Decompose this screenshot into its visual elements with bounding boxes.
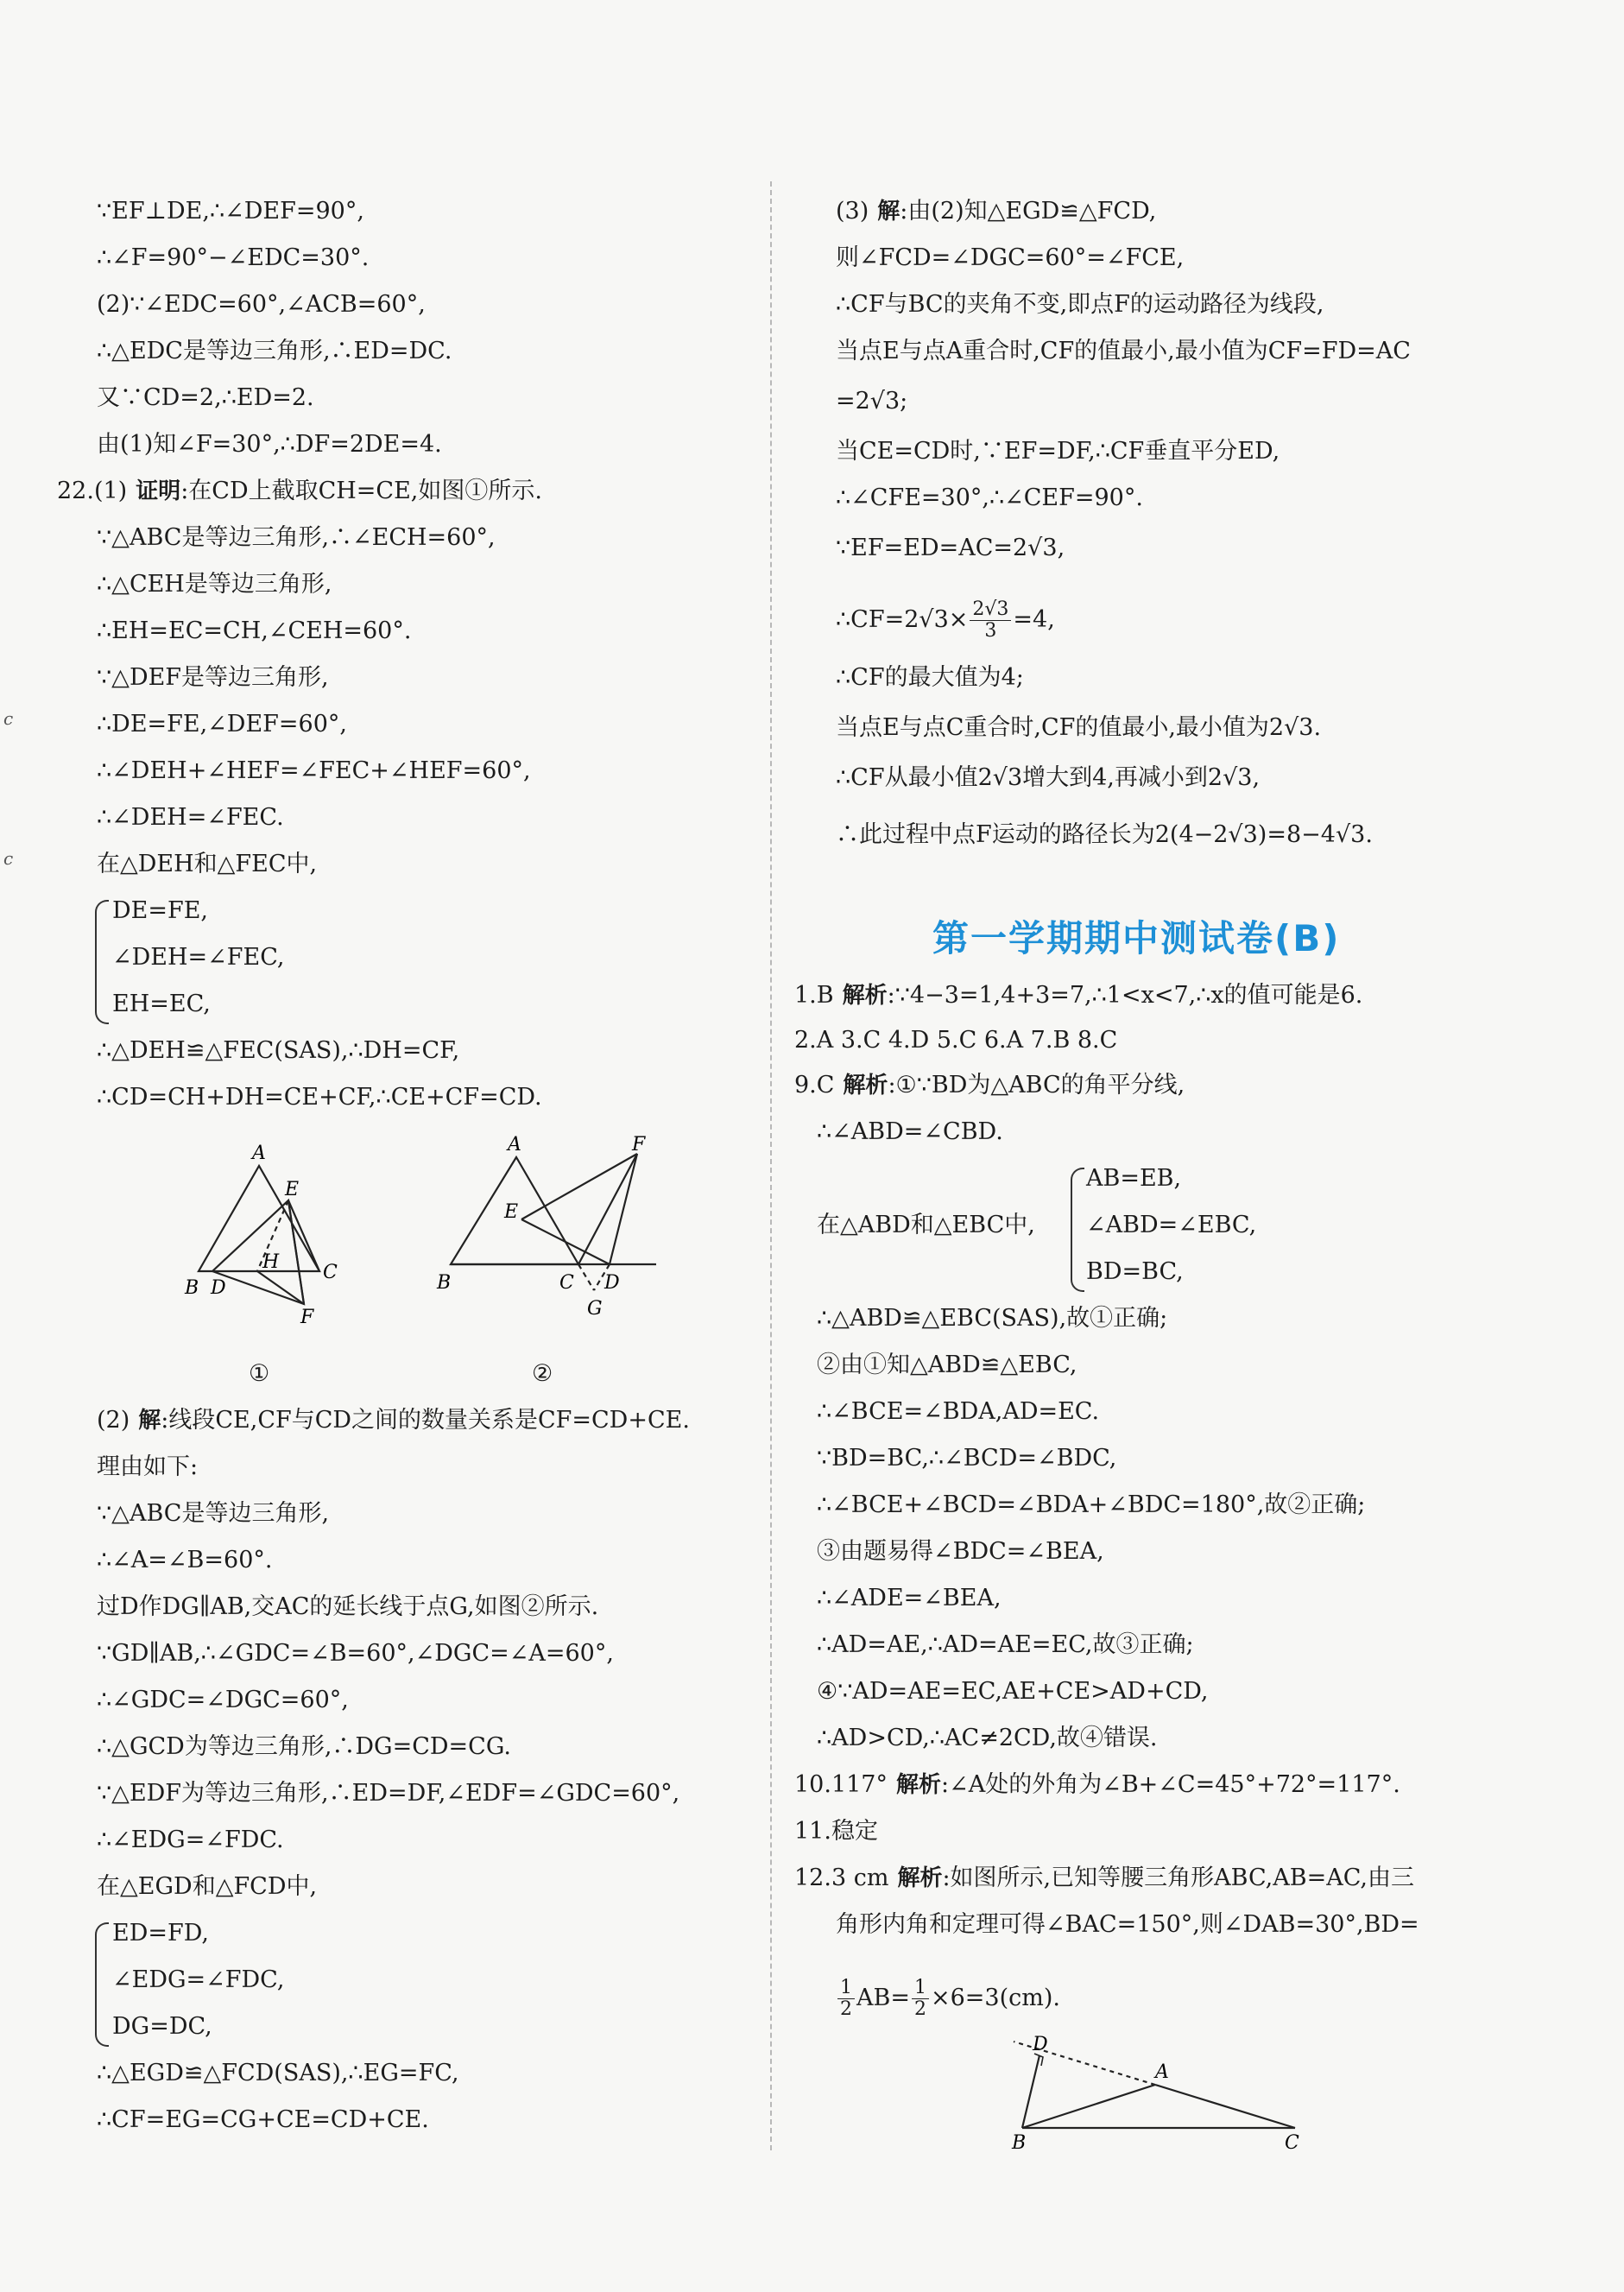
left-text-line bbox=[97, 383, 314, 413]
fig2-label-G: G bbox=[587, 1298, 603, 1320]
line-text: ∴AD>CD,∴AC≠2CD,故④错误. bbox=[817, 1725, 1158, 1751]
line-text: ∵GD∥AB,∴∠GDC=∠B=60°,∠DGC=∠A=60°, bbox=[97, 1640, 614, 1667]
line-text: ∴CF=EG=CG+CE=CD+CE. bbox=[97, 2106, 429, 2133]
line-text: ∴∠DEH+∠HEF=∠FEC+∠HEF=60°, bbox=[97, 757, 531, 784]
line-text: ∴CF从最小值2√3增大到4,再减小到2√3, bbox=[836, 764, 1261, 791]
fig1-label-A: A bbox=[252, 1143, 266, 1164]
line-text-rest: :如图所示,已知等腰三角形ABC,AB=AC,由三 bbox=[942, 1865, 1414, 1891]
line-text-rest: :①∵BD为△ABC的角平分线, bbox=[888, 1072, 1185, 1099]
figure-2 bbox=[432, 1131, 673, 1330]
left-text-line bbox=[97, 850, 317, 879]
bold-label: 解析 bbox=[842, 983, 888, 1009]
line-text: 10.117° bbox=[794, 1771, 888, 1798]
fig2-label-D: D bbox=[604, 1272, 620, 1294]
line-text: (2)∵∠EDC=60°,∠ACB=60°, bbox=[97, 291, 426, 318]
fraction-denominator: 2 bbox=[913, 1998, 926, 2020]
line-text: ∴∠DEH=∠FEC. bbox=[97, 804, 284, 831]
right-text-line bbox=[1086, 1211, 1256, 1240]
left-text-line bbox=[97, 710, 347, 739]
line-text: ∴∠BCE=∠BDA,AD=EC. bbox=[817, 1398, 1100, 1425]
left-text-line bbox=[97, 757, 531, 786]
right-text-line bbox=[836, 1978, 1060, 2020]
line-text: ∴此过程中点F运动的路径长为2(4−2√3)=8−4√3. bbox=[836, 821, 1373, 848]
left-text-line bbox=[97, 1406, 690, 1435]
line-text: ∴∠A=∠B=60°. bbox=[97, 1547, 273, 1573]
line-text: ∴△EGD≌△FCD(SAS),∴EG=FC, bbox=[97, 2060, 459, 2086]
line-text: DG=DC, bbox=[112, 2013, 212, 2040]
right-text-line bbox=[817, 1537, 1104, 1567]
right-text-line bbox=[817, 1630, 1194, 1660]
figure-1-caption: ① bbox=[249, 1360, 270, 1387]
line-text: ∴∠ABD=∠CBD. bbox=[817, 1118, 1003, 1145]
line-text: ∴∠ADE=∠BEA, bbox=[817, 1585, 1002, 1611]
line-text: 理由如下: bbox=[97, 1453, 199, 1480]
line-text: ∠DEH=∠FEC, bbox=[112, 944, 285, 971]
line-text: DE=FE, bbox=[112, 897, 209, 924]
line-text: 11.稳定 bbox=[794, 1818, 878, 1845]
line-text: ②由①知△ABD≌△EBC, bbox=[817, 1352, 1077, 1378]
right-text-line bbox=[817, 1397, 1099, 1427]
right-text-line bbox=[817, 1351, 1077, 1380]
line-text: ∴△ABD≌△EBC(SAS),故①正确; bbox=[817, 1305, 1168, 1332]
figure-2-caption: ② bbox=[532, 1360, 553, 1387]
right-text-line bbox=[817, 1724, 1158, 1753]
section-heading: 第一学期期中测试卷(B) bbox=[932, 917, 1341, 959]
left-text-line bbox=[112, 943, 285, 972]
fig2-label-E: E bbox=[504, 1201, 519, 1223]
line-text-rest: :在CD上截取CH=CE,如图①所示. bbox=[180, 478, 542, 504]
line-text: 角形内角和定理可得∠BAC=150°,则∠DAB=30°,BD= bbox=[836, 1911, 1419, 1938]
line-text: 1.B bbox=[794, 982, 834, 1009]
left-text-line bbox=[57, 477, 542, 506]
line-text: ∴∠BCE+∠BCD=∠BDA+∠BDC=180°,故②正确; bbox=[817, 1491, 1366, 1518]
right-text-line bbox=[794, 1770, 1400, 1800]
line-text-rest: :∠A处的外角为∠B+∠C=45°+72°=117°. bbox=[941, 1771, 1400, 1798]
line-text: ∵△ABC是等边三角形, bbox=[97, 1500, 330, 1527]
left-text-line bbox=[97, 290, 426, 320]
right-text-line bbox=[817, 1584, 1002, 1613]
line-text: ∴∠EDG=∠FDC. bbox=[97, 1827, 284, 1853]
right-text-line bbox=[836, 599, 1055, 642]
line-text: ∵BD=BC,∴∠BCD=∠BDC, bbox=[817, 1445, 1117, 1472]
fraction-numerator: 1 bbox=[837, 1978, 855, 1999]
fig3-label-B: B bbox=[1012, 2132, 1027, 2154]
fig1-label-B: B bbox=[185, 1277, 199, 1299]
left-text-line bbox=[97, 803, 284, 833]
line-text: ∴DE=FE,∠DEF=60°, bbox=[97, 711, 347, 738]
fig1-label-E: E bbox=[285, 1179, 300, 1200]
bold-label: 解析 bbox=[843, 1073, 888, 1099]
fraction bbox=[970, 599, 1011, 642]
line-text: 由(1)知∠F=30°,∴DF=2DE=4. bbox=[97, 431, 442, 458]
line-text: ∴CF=2√3× bbox=[836, 606, 969, 633]
line-text-rest: :线段CE,CF与CD之间的数量关系是CF=CD+CE. bbox=[161, 1407, 690, 1434]
line-text: ∴△DEH≌△FEC(SAS),∴DH=CF, bbox=[97, 1037, 460, 1064]
line-text: EH=EC, bbox=[112, 991, 211, 1017]
left-text-line bbox=[97, 2059, 459, 2088]
fig1-label-C: C bbox=[323, 1262, 338, 1283]
brace-left-2 bbox=[95, 1922, 109, 2047]
right-text-line bbox=[794, 981, 1362, 1010]
fig2-label-A: A bbox=[508, 1134, 521, 1155]
right-text-line bbox=[836, 763, 1260, 793]
fig1-label-F: F bbox=[300, 1307, 314, 1328]
line-text: ∴CF的最大值为4; bbox=[836, 664, 1024, 691]
line-text: 在△DEH和△FEC中, bbox=[97, 851, 318, 877]
left-text-line bbox=[97, 1036, 459, 1066]
left-text-line bbox=[97, 337, 452, 366]
right-text-line bbox=[836, 337, 1411, 366]
line-text: AB=EB, bbox=[1086, 1165, 1182, 1192]
left-text-line bbox=[97, 1686, 349, 1715]
line-text: ∴△CEH是等边三角形, bbox=[97, 571, 332, 598]
line-text: ∠EDG=∠FDC, bbox=[112, 1966, 285, 1993]
right-text-line bbox=[794, 1864, 1414, 1893]
right-text-line bbox=[836, 1910, 1419, 1940]
line-text: =2√3; bbox=[836, 388, 908, 415]
line-text: ∵△DEF是等边三角形, bbox=[97, 664, 329, 691]
line-text: 在△ABD和△EBC中, bbox=[817, 1212, 1035, 1238]
right-text-line bbox=[836, 437, 1280, 466]
left-text-line bbox=[97, 1779, 679, 1808]
right-text-line bbox=[836, 534, 1065, 563]
line-text: ED=FD, bbox=[112, 1920, 209, 1947]
edge-mark: c bbox=[3, 708, 14, 729]
fig3-label-A: A bbox=[1155, 2061, 1169, 2083]
fig2-label-C: C bbox=[559, 1272, 574, 1294]
line-text: ③由题易得∠BDC=∠BEA, bbox=[817, 1538, 1104, 1565]
line-text: 过D作DG∥AB,交AC的延长线于点G,如图②所示. bbox=[97, 1593, 599, 1620]
line-text: ∵△ABC是等边三角形,∴∠ECH=60°, bbox=[97, 524, 496, 551]
line-text: ∴∠F=90°−∠EDC=30°. bbox=[97, 244, 370, 271]
fraction-denominator: 3 bbox=[984, 620, 997, 642]
line-text: ④∵AD=AE=EC,AE+CE>AD+CD, bbox=[817, 1678, 1209, 1705]
line-text: ∵EF=ED=AC=2√3, bbox=[836, 535, 1065, 561]
line-text: ∴AD=AE,∴AD=AE=EC,故③正确; bbox=[817, 1631, 1194, 1658]
figure-1 bbox=[173, 1140, 363, 1330]
right-text-line bbox=[1086, 1257, 1184, 1287]
line-text-rest: ×6=3(cm). bbox=[930, 1985, 1060, 2011]
line-text: 12.3 cm bbox=[794, 1865, 889, 1891]
left-text-line bbox=[97, 1083, 542, 1112]
line-text: ∴CD=CH+DH=CE+CF,∴CE+CF=CD. bbox=[97, 1084, 542, 1111]
line-text: 2.A 3.C 4.D 5.C 6.A 7.B 8.C bbox=[794, 1027, 1118, 1054]
left-text-line bbox=[112, 2012, 212, 2042]
column-divider bbox=[770, 181, 772, 2150]
right-text-line bbox=[817, 1211, 1035, 1240]
left-text-line bbox=[97, 1732, 511, 1762]
fig2-label-B: B bbox=[437, 1272, 452, 1294]
line-text: (2) bbox=[97, 1407, 130, 1434]
line-text: BD=BC, bbox=[1086, 1258, 1184, 1285]
line-text: ∠ABD=∠EBC, bbox=[1086, 1212, 1257, 1238]
figure-3 bbox=[1002, 2029, 1330, 2159]
left-text-line bbox=[97, 1546, 272, 1575]
left-text-line bbox=[97, 197, 364, 226]
line-text: 当点E与点C重合时,CF的值最小,最小值为2√3. bbox=[836, 714, 1322, 741]
line-text: ∵△EDF为等边三角形,∴ED=DF,∠EDF=∠GDC=60°, bbox=[97, 1780, 680, 1807]
fraction-numerator: 1 bbox=[912, 1978, 929, 1999]
brace-right-1 bbox=[1071, 1168, 1084, 1292]
left-text-line bbox=[97, 1499, 329, 1529]
left-text-line bbox=[112, 896, 208, 926]
line-text: 9.C bbox=[794, 1072, 835, 1099]
edge-mark: c bbox=[3, 848, 14, 869]
right-text-line bbox=[794, 1026, 1117, 1055]
line-text: ∴CF与BC的夹角不变,即点F的运动路径为线段, bbox=[836, 291, 1324, 318]
fig1-label-D: D bbox=[211, 1277, 226, 1299]
line-text: ∴∠GDC=∠DGC=60°, bbox=[97, 1687, 349, 1713]
right-text-line bbox=[817, 1444, 1116, 1473]
fraction bbox=[912, 1978, 929, 2020]
left-text-line bbox=[112, 1966, 284, 1995]
line-text: 又∵CD=2,∴ED=2. bbox=[97, 384, 314, 411]
line-text-rest: =4, bbox=[1013, 606, 1055, 633]
line-text: 当点E与点A重合时,CF的值最小,最小值为CF=FD=AC bbox=[836, 338, 1411, 364]
right-text-line bbox=[817, 1491, 1365, 1520]
left-text-line bbox=[97, 523, 496, 553]
left-text-line bbox=[97, 617, 411, 646]
fig3-label-C: C bbox=[1285, 2132, 1299, 2154]
left-text-line bbox=[112, 990, 211, 1019]
line-text-rest: :∵4−3=1,4+3=7,∴1<x<7,∴x的值可能是6. bbox=[887, 982, 1363, 1009]
line-text: (3) bbox=[836, 198, 869, 225]
left-text-line bbox=[112, 1919, 209, 1948]
line-text: ∴∠CFE=30°,∴∠CEF=90°. bbox=[836, 484, 1143, 511]
line-text: ∴△EDC是等边三角形,∴ED=DC. bbox=[97, 338, 452, 364]
left-text-line bbox=[97, 570, 332, 599]
right-text-line bbox=[817, 1304, 1167, 1333]
left-text-line bbox=[97, 1592, 598, 1622]
line-text-rest: :由(2)知△EGD≌△FCD, bbox=[900, 198, 1157, 225]
bold-label: 解析 bbox=[897, 1865, 943, 1891]
left-text-line bbox=[97, 1872, 317, 1902]
line-text: 在△EGD和△FCD中, bbox=[97, 1873, 318, 1900]
line-text: ∵EF⊥DE,∴∠DEF=90°, bbox=[97, 198, 364, 225]
left-text-line bbox=[97, 1826, 284, 1855]
right-text-line bbox=[836, 290, 1324, 320]
right-text-line bbox=[836, 713, 1321, 743]
bold-label: 解 bbox=[138, 1408, 161, 1434]
bold-label: 解析 bbox=[895, 1772, 941, 1798]
left-text-line bbox=[97, 1453, 198, 1482]
fig2-label-F: F bbox=[632, 1134, 646, 1155]
bold-label: 证明 bbox=[136, 478, 181, 504]
right-text-line bbox=[794, 1817, 878, 1846]
fraction-denominator: 2 bbox=[840, 1998, 852, 2020]
fraction-numerator: 2√3 bbox=[970, 599, 1011, 621]
line-text: 当CE=CD时,∵EF=DF,∴CF垂直平分ED, bbox=[836, 438, 1280, 465]
right-text-line bbox=[817, 1677, 1209, 1706]
line-text: ∴△GCD为等边三角形,∴DG=CD=CG. bbox=[97, 1733, 512, 1760]
right-text-line bbox=[1086, 1164, 1181, 1193]
bold-label: 解 bbox=[877, 199, 900, 225]
right-text-line bbox=[836, 387, 907, 416]
right-text-line bbox=[836, 197, 1156, 226]
line-text: ∴EH=EC=CH,∠CEH=60°. bbox=[97, 617, 412, 644]
right-text-line bbox=[836, 244, 1184, 273]
fig1-label-H: H bbox=[262, 1251, 280, 1273]
fig3-label-D: D bbox=[1033, 2034, 1048, 2055]
brace-left-1 bbox=[95, 900, 109, 1024]
left-text-line bbox=[97, 1639, 614, 1668]
right-text-line bbox=[836, 663, 1024, 693]
right-text-line bbox=[817, 1118, 1003, 1147]
line-text: 22.(1) bbox=[57, 478, 128, 504]
line-text-rest: AB= bbox=[856, 1985, 910, 2011]
fraction bbox=[837, 1978, 855, 2020]
line-text: 则∠FCD=∠DGC=60°=∠FCE, bbox=[836, 244, 1185, 271]
left-text-line bbox=[97, 430, 442, 459]
right-text-line bbox=[836, 484, 1143, 513]
left-text-line bbox=[97, 2105, 429, 2135]
right-text-line bbox=[836, 820, 1373, 850]
right-text-line bbox=[794, 1071, 1185, 1100]
left-text-line bbox=[97, 244, 369, 273]
left-text-line bbox=[97, 663, 329, 693]
